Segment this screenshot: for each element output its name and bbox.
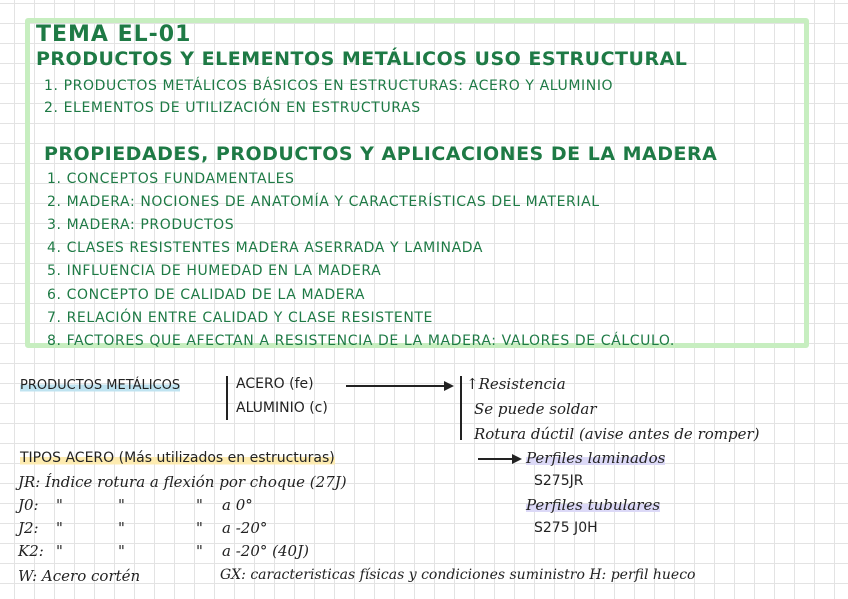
k2-label: K2:: [18, 542, 44, 560]
soldar-note: Se puede soldar: [474, 400, 597, 418]
j0-label: J0:: [18, 496, 39, 514]
s275j0h-label: S275 J0H: [534, 520, 598, 536]
list-item: 4. CLASES RESISTENTES MADERA ASERRADA Y LAMINADA: [47, 240, 484, 256]
list-item: 5. INFLUENCIA DE HUMEDAD EN LA MADERA: [47, 263, 382, 279]
list-item: 7. RELACIÓN ENTRE CALIDAD Y CLASE RESISTENTE: [47, 310, 433, 326]
tipos-acero-label: TIPOS ACERO (Más utilizados en estructuras): [20, 450, 335, 466]
ditto-mark: ": [118, 519, 125, 537]
acero-label: ACERO (fe): [236, 376, 314, 392]
list-item: 6. CONCEPTO DE CALIDAD DE LA MADERA: [47, 287, 366, 303]
ditto-mark: ": [56, 519, 63, 537]
arrow-line: [478, 458, 514, 460]
topic-title: TEMA EL-01: [36, 22, 192, 47]
productos-metalicos-label: PRODUCTOS METÁLICOS: [20, 378, 181, 393]
arrow-line: [346, 385, 446, 387]
ditto-mark: ": [56, 496, 63, 514]
j2-label: J2:: [18, 519, 39, 537]
heading-metal-products: PRODUCTOS Y ELEMENTOS METÁLICOS USO ESTRUCTURAL: [36, 48, 688, 70]
list-item: 3. MADERA: PRODUCTOS: [47, 217, 235, 233]
list-item: 1. CONCEPTOS FUNDAMENTALES: [47, 171, 295, 187]
arrow-head-icon: [512, 454, 522, 464]
aluminio-label: ALUMINIO (c): [236, 400, 328, 416]
perfiles-laminados-label: Perfiles laminados: [526, 449, 666, 467]
s275jr-label: S275JR: [534, 473, 584, 489]
divider-line: [226, 376, 228, 420]
gx-line: GX: caracteristicas físicas y condiciones suministro H: perfil hueco: [220, 567, 696, 583]
rotura-note: Rotura dúctil (avise antes de romper): [474, 425, 760, 443]
list-item: 1. PRODUCTOS METÁLICOS BÁSICOS EN ESTRUCTURAS: ACERO Y ALUMINIO: [44, 78, 614, 94]
j0-value: a 0°: [222, 496, 253, 514]
k2-value: a -20° (40J): [222, 542, 309, 560]
ditto-mark: ": [118, 542, 125, 560]
w-line: W: Acero cortén: [18, 567, 141, 585]
heading-wood: PROPIEDADES, PRODUCTOS Y APLICACIONES DE LA MADERA: [44, 143, 718, 165]
ditto-mark: ": [196, 496, 203, 514]
perfiles-tubulares-label: Perfiles tubulares: [526, 496, 661, 514]
divider-line: [460, 376, 462, 440]
ditto-mark: ": [196, 542, 203, 560]
ditto-mark: ": [196, 519, 203, 537]
list-item: 8. FACTORES QUE AFECTAN A RESISTENCIA DE LA MADERA: VALORES DE CÁLCULO.: [47, 333, 675, 349]
jr-line: JR: Índice rotura a flexión por choque (27J): [18, 473, 347, 491]
list-item: 2. ELEMENTOS DE UTILIZACIÓN EN ESTRUCTURAS: [44, 100, 421, 116]
resistencia-note: ↑Resistencia: [466, 375, 566, 393]
ditto-mark: ": [56, 542, 63, 560]
j2-value: a -20°: [222, 519, 268, 537]
ditto-mark: ": [118, 496, 125, 514]
list-item: 2. MADERA: NOCIONES DE ANATOMÍA Y CARACTERÍSTICAS DEL MATERIAL: [47, 194, 600, 210]
arrow-head-icon: [444, 381, 454, 391]
